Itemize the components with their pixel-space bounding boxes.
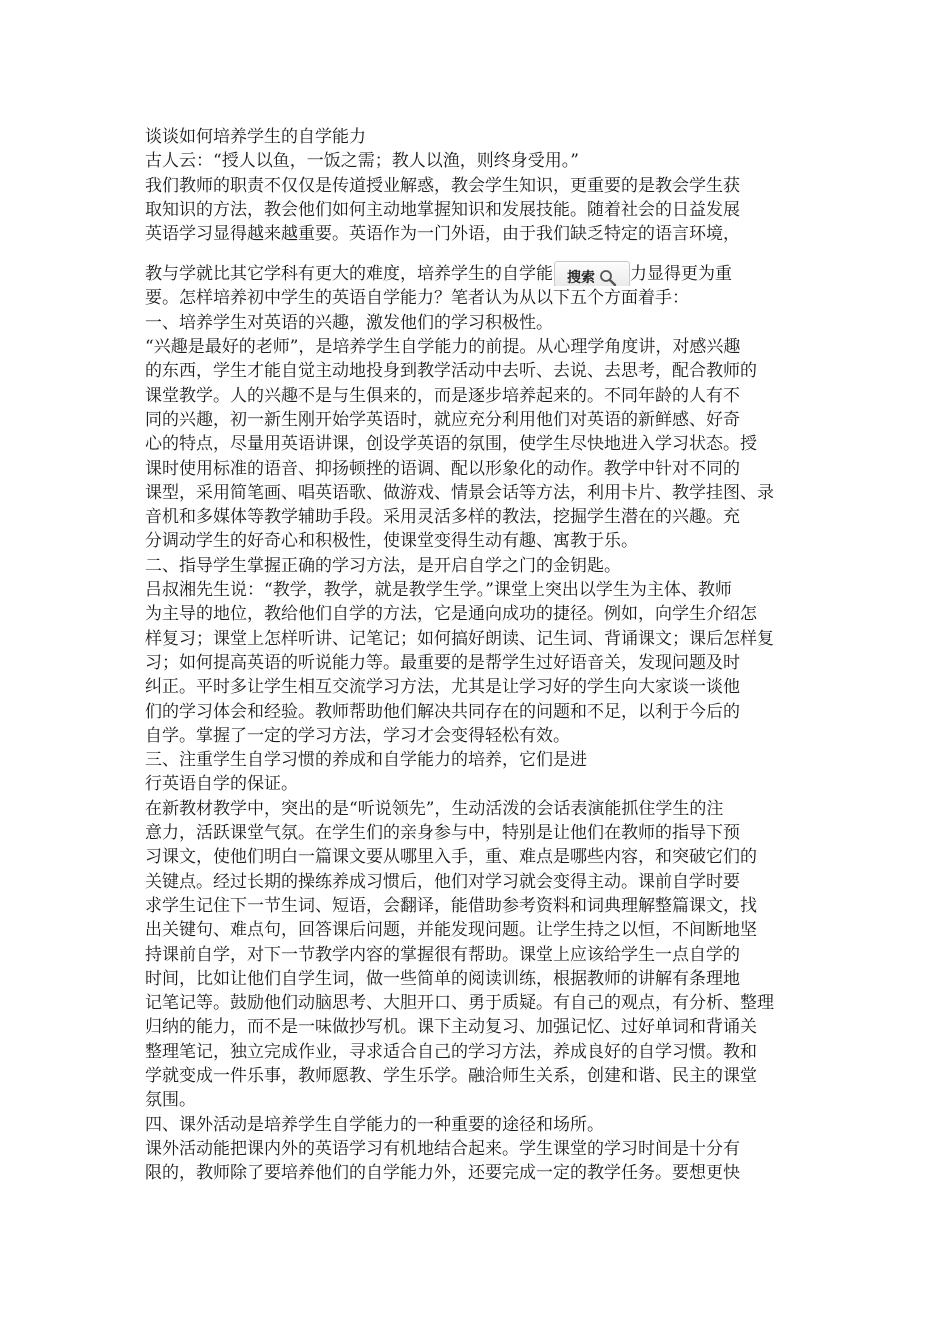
text-line: 出关键句、难点句，回答课后问题，并能发现问题。让学生持之以恒，不间断地坚 [145,920,757,941]
text-line: 意力，活跃课堂气氛。在学生们的亲身参与中，特别是让他们在教师的指导下预 [145,823,740,844]
text-line: “兴趣是最好的老师”，是培养学生自学能力的前提。从心理学角度讲，对感兴趣 [145,337,741,358]
document-body [145,125,810,1185]
text-line: 我们教师的职责不仅仅是传道授业解惑，教会学生知识，更重要的是教会学生获 [145,175,740,196]
text-line: 习；如何提高英语的听说能力等。最重要的是帮学生过好语音关，发现问题及时 [145,652,740,673]
text-line: 们的学习体会和经验。教师帮助他们解决共同存在的问题和不足，以利于今后的 [145,701,740,722]
paragraph-block-main [145,286,810,1185]
text-line: 习课文，使他们明白一篇课文要从哪里入手，重、难点是哪些内容，和突破它们的 [145,847,757,868]
text-line: 同的兴趣，初一新生刚开始学英语时，就应充分利用他们对英语的新鲜感、好奇 [145,409,740,430]
text-line: 二、指导学生掌握正确的学习方法，是开启自学之门的金钥匙。 [145,555,621,576]
text-line: 整理笔记，独立完成作业，寻求适合自己的学习方法，养成良好的自学习惯。教和 [145,1041,757,1062]
text-line: 四、课外活动是培养学生自学能力的一种重要的途径和场所。 [145,1114,604,1135]
text-line: 课型，采用简笔画、唱英语歌、做游戏、情景会话等方法，利用卡片、教学挂图、录 [145,482,774,503]
text-line: 自学。掌握了一定的学习方法，学习才会变得轻松有效。 [145,725,570,746]
text-line: 时间，比如让他们自学生词，做一些简单的阅读训练，根据教师的讲解有条理地 [145,968,740,989]
document-title: 谈谈如何培养学生的自学能力 [145,127,366,147]
text-line: 纠正。平时多让学生相互交流学习方法，尤其是让学习好的学生向大家谈一谈他 [145,677,740,698]
search-button[interactable] [554,261,630,286]
text-segment: 力显得更为重 [630,264,732,285]
text-line: 持课前自学，对下一节教学内容的掌握很有帮助。课堂上应该给学生一点自学的 [145,944,740,965]
text-line: 限的，教师除了要培养他们的自学能力外，还要完成一定的教学任务。要想更快 [145,1163,740,1184]
text-line-with-search [145,246,810,286]
text-line: 取知识的方法，教会他们如何主动地掌握知识和发展技能。随着社会的日益发展 [145,199,740,220]
text-line: 英语学习显得越来越重要。英语作为一门外语，由于我们缺乏特定的语言环境， [145,224,740,245]
text-line: 三、注重学生自学习惯的养成和自学能力的培养，它们是进 [145,750,587,771]
text-segment: 教与学就比其它学科有更大的难度，培养学生的自学能 [145,264,553,285]
text-line: 分调动学生的好奇心和积极性，使课堂变得生动有趣、寓教于乐。 [145,531,638,552]
text-line: 课堂教学。人的兴趣不是与生俱来的，而是逐步培养起来的。不同年龄的人有不 [145,385,740,406]
text-line: 课时使用标准的语音、抑扬顿挫的语调、配以形象化的动作。教学中针对不同的 [145,458,740,479]
magnifier-icon [599,269,617,286]
text-line: 归纳的能力，而不是一味做抄写机。课下主动复习、加强记忆、过好单词和背诵关 [145,1017,757,1038]
text-line: 为主导的地位，教给他们自学的方法，它是通向成功的捷径。例如，向学生介绍怎 [145,604,757,625]
text-line: 课外活动能把课内外的英语学习有机地结合起来。学生课堂的学习时间是十分有 [145,1138,740,1159]
text-line: 的东西，学生才能自觉主动地投身到教学活动中去听、去说、去思考，配合教师的 [145,361,757,382]
text-line: 行英语自学的保证。 [145,774,298,795]
text-line: 氛围。 [145,1090,196,1111]
text-line: 一、培养学生对英语的兴趣，激发他们的学习积极性。 [145,312,553,333]
text-line: 关键点。经过长期的操练养成习惯后，他们对学习就会变得主动。课前自学时要 [145,871,740,892]
text-line: 心的特点，尽量用英语讲课，创设学英语的氛围，使学生尽快地进入学习状态。授 [145,434,757,455]
text-line: 古人云：“授人以鱼，一饭之需；教人以渔，则终身受用。” [145,151,579,172]
text-line: 记笔记等。鼓励他们动脑思考、大胆开口、勇于质疑。有自己的观点，有分析、整理 [145,993,774,1014]
paragraph-block-intro [145,149,810,246]
search-button-label: 搜索 [567,270,595,287]
text-line: 样复习；课堂上怎样听讲、记笔记；如何搞好朗读、记生词、背诵课文；课后怎样复 [145,628,774,649]
text-line: 在新教材教学中，突出的是“听说领先”，生动活泼的会话表演能抓住学生的注 [145,798,724,819]
text-line: 要。怎样培养初中学生的英语自学能力？笔者认为从以下五个方面着手： [145,288,689,309]
text-line: 求学生记住下一节生词、短语，会翻译，能借助参考资料和词典理解整篇课文，找 [145,895,757,916]
text-line: 音机和多媒体等教学辅助手段。采用灵活多样的教法，挖掘学生潜在的兴趣。充 [145,507,740,528]
text-line: 吕叔湘先生说：“教学，教学，就是教学生学。”课堂上突出以学生为主体、教师 [145,580,732,601]
text-line: 学就变成一件乐事，教师愿教、学生乐学。融洽师生关系，创建和谐、民主的课堂 [145,1065,757,1086]
